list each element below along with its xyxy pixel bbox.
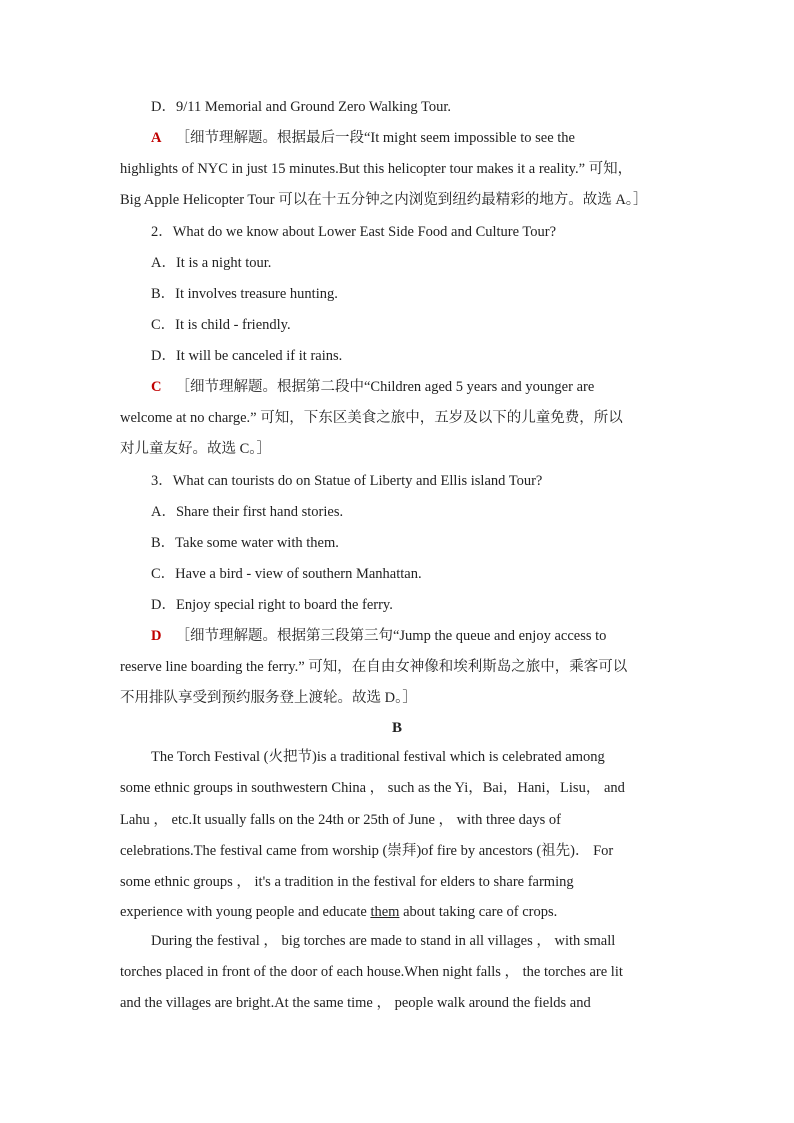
q1-explanation-line-2: highlights of NYC in just 15 minutes.But this helicopter tour makes it a reality.” 可知， <box>120 161 633 177</box>
q1-explanation-line-3: Big Apple Helicopter Tour 可以在十五分钟之内浏览到纽约最精彩的地方。故选 A。］ <box>120 192 648 208</box>
passage-b-p2-line-1: During the festival ， big torches are made to stand in all villages ， with small <box>151 933 616 949</box>
q1-option-d: D．9/11 Memorial and Ground Zero Walking Tour. <box>151 99 451 115</box>
passage-b-p1-line-3: Lahu ， etc.It usually falls on the 24th or 25th of June ， with three days of <box>120 812 561 828</box>
q3-explanation-line-3: 不用排队享受到预约服务登上渡轮。故选 D。］ <box>120 690 417 706</box>
q2-option-d: D．It will be canceled if it rains. <box>151 348 343 364</box>
q3-explanation-line-1: D ［细节理解题。根据第三段第三句“Jump the queue and enjoy access to <box>151 628 607 644</box>
q3-option-c: C．Have a bird - view of southern Manhattan. <box>151 566 422 582</box>
q1-explanation-line-1: A ［细节理解题。根据最后一段“It might seem impossible to see the <box>151 130 575 146</box>
q2-option-a: A．It is a night tour. <box>151 255 272 271</box>
passage-b-p1-line-2: some ethnic groups in southwestern China ， such as the Yi，Bai，Hani，Lisu， and <box>120 780 625 796</box>
passage-b-p2-line-2: torches placed in front of the door of each house.When night falls ， the torches are lit <box>120 964 623 980</box>
q2-stem: 2．What do we know about Lower East Side Food and Culture Tour? <box>151 224 557 240</box>
q2-option-b: B．It involves treasure hunting. <box>151 286 338 302</box>
q3-stem: 3．What can tourists do on Statue of Liberty and Ellis island Tour? <box>151 473 543 489</box>
passage-b-p2-line-3: and the villages are bright.At the same time ， people walk around the fields and <box>120 995 591 1011</box>
q3-explanation-line-2: reserve line boarding the ferry.” 可知，在自由女神像和埃利斯岛之旅中，乘客可以 <box>120 659 628 675</box>
passage-b-p1-line-5: some ethnic groups ， it's a tradition in the festival for elders to share farming <box>120 874 574 890</box>
q1-answer-letter: A <box>151 130 162 146</box>
passage-b-p1-line-1: The Torch Festival (火把节)is a traditional festival which is celebrated among <box>151 749 605 765</box>
underlined-word-them: them <box>370 904 400 920</box>
q2-explanation-line-1: C ［细节理解题。根据第二段中“Children aged 5 years and younger are <box>151 379 595 395</box>
passage-b-p1-line-6: experience with young people and educate them about taking care of crops. <box>120 904 558 920</box>
q3-answer-letter: D <box>151 628 162 644</box>
section-b-heading: B <box>391 720 402 736</box>
q3-option-b: B．Take some water with them. <box>151 535 339 551</box>
q3-option-d: D．Enjoy special right to board the ferry. <box>151 597 393 613</box>
q3-option-a: A．Share their first hand stories. <box>151 504 344 520</box>
q2-explanation-line-3: 对儿童友好。故选 C。］ <box>120 441 272 457</box>
q2-explanation-line-2: welcome at no charge.” 可知，下东区美食之旅中，五岁及以下的儿童免费，所以 <box>120 410 623 426</box>
q2-answer-letter: C <box>151 379 162 395</box>
q2-option-c: C．It is child - friendly. <box>151 317 291 333</box>
passage-b-p1-line-4: celebrations.The festival came from worship (崇拜)of fire by ancestors (祖先)． For <box>120 843 614 859</box>
